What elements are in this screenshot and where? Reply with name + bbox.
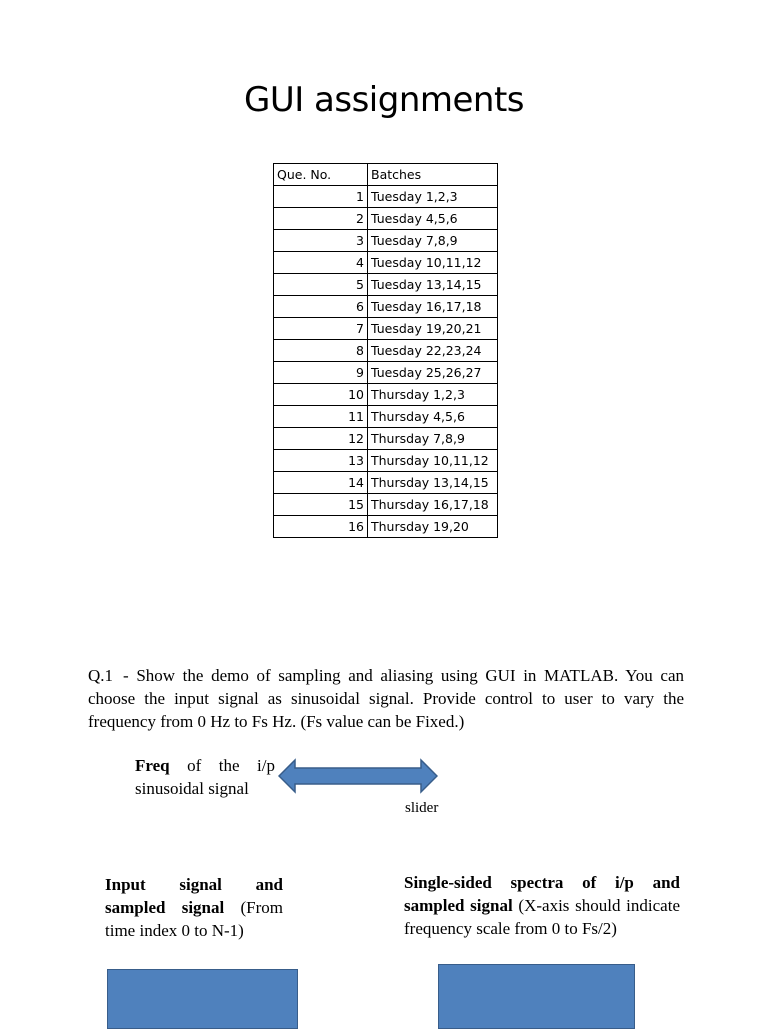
- question-number-cell: 16: [274, 516, 368, 538]
- column-header-batches: Batches: [368, 164, 498, 186]
- table-row: [274, 450, 498, 472]
- table-row: [274, 340, 498, 362]
- batch-cell: Tuesday 10,11,12: [368, 252, 498, 274]
- table-row: [274, 362, 498, 384]
- question-body: - Show the demo of sampling and aliasing using GUI in MATLAB. You can choose the input signal as sinusoidal signal. Provide control to user to vary the frequency from 0 Hz to Fs Hz. (Fs value can be Fixed.): [88, 666, 684, 731]
- question-number-cell: 15: [274, 494, 368, 516]
- question-number-cell: 5: [274, 274, 368, 296]
- question-number-cell: 12: [274, 428, 368, 450]
- batch-cell: Tuesday 7,8,9: [368, 230, 498, 252]
- batch-cell: Thursday 7,8,9: [368, 428, 498, 450]
- column-header-que-no: Que. No.: [274, 164, 368, 186]
- batch-cell: Tuesday 1,2,3: [368, 186, 498, 208]
- plot-caption-time-domain-rest: (From time index 0 to N-1): [105, 898, 283, 940]
- spectrum-plot-placeholder: [438, 964, 635, 1029]
- question-number-cell: 9: [274, 362, 368, 384]
- table-row: [274, 516, 498, 538]
- batch-table: [273, 163, 498, 538]
- table-row: [274, 472, 498, 494]
- table-row: [274, 274, 498, 296]
- question-number-cell: 14: [274, 472, 368, 494]
- double-arrow-slider-icon: [278, 758, 438, 794]
- plot-caption-spectrum-bold: Single-sided spectra of i/p and sampled signal: [404, 873, 680, 915]
- freq-label-rest: of the i/p sinusoidal signal: [135, 756, 275, 798]
- table-row: [274, 406, 498, 428]
- question-number-cell: 11: [274, 406, 368, 428]
- table-row: [274, 318, 498, 340]
- table-body: [274, 186, 498, 538]
- double-arrow-shape: [279, 760, 437, 792]
- table-row: [274, 428, 498, 450]
- plot-caption-time-domain-bold: Input signal and sampled signal: [105, 875, 283, 917]
- batch-cell: Tuesday 13,14,15: [368, 274, 498, 296]
- table-row: [274, 186, 498, 208]
- table-row: [274, 494, 498, 516]
- batch-cell: Tuesday 25,26,27: [368, 362, 498, 384]
- question-number-cell: 2: [274, 208, 368, 230]
- batch-cell: Thursday 16,17,18: [368, 494, 498, 516]
- time-domain-plot-placeholder: [107, 969, 298, 1029]
- table-row: [274, 230, 498, 252]
- question-number-cell: 4: [274, 252, 368, 274]
- question-number-cell: 6: [274, 296, 368, 318]
- question-number-cell: 7: [274, 318, 368, 340]
- batch-cell: Thursday 4,5,6: [368, 406, 498, 428]
- freq-label-bold: Freq: [135, 756, 170, 775]
- batch-cell: Tuesday 16,17,18: [368, 296, 498, 318]
- batch-cell: Thursday 1,2,3: [368, 384, 498, 406]
- batch-cell: Thursday 19,20: [368, 516, 498, 538]
- table-row: [274, 208, 498, 230]
- question-number-cell: 1: [274, 186, 368, 208]
- table-row: [274, 296, 498, 318]
- batch-cell: Tuesday 4,5,6: [368, 208, 498, 230]
- batch-cell: Thursday 10,11,12: [368, 450, 498, 472]
- freq-label: [135, 754, 275, 800]
- batch-cell: Thursday 13,14,15: [368, 472, 498, 494]
- plot-caption-spectrum-rest: (X-axis should indicate frequency scale from 0 to Fs/2): [404, 896, 680, 938]
- question-number-cell: 3: [274, 230, 368, 252]
- question-number: Q.1: [88, 666, 114, 685]
- question-number-cell: 8: [274, 340, 368, 362]
- page-title: GUI assignments: [243, 80, 525, 120]
- table-row: [274, 384, 498, 406]
- question-number-cell: 10: [274, 384, 368, 406]
- table-header-row: [274, 164, 498, 186]
- question-1-text: [88, 664, 684, 733]
- batch-cell: Tuesday 22,23,24: [368, 340, 498, 362]
- plot-caption-time-domain: [105, 873, 283, 942]
- question-number-cell: 13: [274, 450, 368, 472]
- batch-cell: Tuesday 19,20,21: [368, 318, 498, 340]
- slider-label: slider: [405, 800, 439, 816]
- table-row: [274, 252, 498, 274]
- plot-caption-spectrum: [404, 871, 680, 940]
